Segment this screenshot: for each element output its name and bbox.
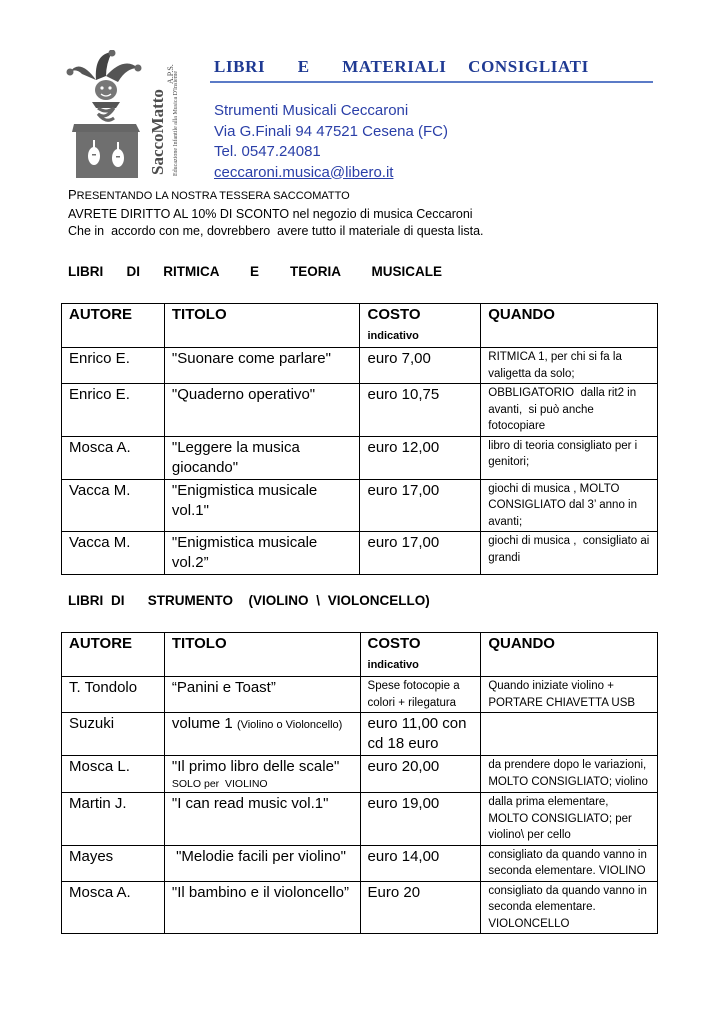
cell-titolo-note: (Violino o Violoncello): [236, 719, 343, 731]
header-costo-label: COSTO: [367, 306, 421, 323]
intro-line-2: AVRETE DIRITTO AL 10% DI SCONTO nel negozio di musica Ceccaroni: [68, 206, 473, 221]
org-name: SaccoMatto: [148, 89, 167, 175]
header-titolo: TITOLO: [164, 633, 360, 677]
intro-line-1: [68, 186, 484, 206]
cell-titolo: "Il bambino e il violoncello”: [164, 881, 360, 934]
cell-titolo: "Leggere la musica giocando": [164, 436, 360, 479]
table-row: [62, 479, 658, 532]
cell-autore: Vacca M.: [62, 532, 165, 575]
cell-quando: consigliato da quando vanno in seconda elementare. VIOLONCELLO: [481, 881, 658, 934]
header-costo: [360, 304, 481, 348]
page-title: LIBRI E MATERIALI CONSIGLIATI: [214, 57, 589, 76]
cell-costo: euro 11,00 con cd 18 euro: [360, 713, 481, 756]
cell-titolo-main: "Il primo libro delle scale": [171, 758, 340, 775]
table-row: [62, 793, 658, 846]
table-row: [62, 756, 658, 793]
cell-quando: giochi di musica , consigliato ai grandi: [481, 532, 658, 575]
header-autore: AUTORE: [62, 304, 165, 348]
cell-titolo: "Melodie facili per violino": [164, 845, 360, 881]
cell-titolo: “Panini e Toast”: [164, 677, 360, 713]
cell-costo: euro 10,75: [360, 384, 481, 437]
section-ritmica-title: LIBRI DI RITMICA E TEORIA MUSICALE: [68, 264, 443, 279]
cell-autore: Enrico E.: [62, 348, 165, 384]
cell-titolo-main: volume 1: [171, 715, 233, 732]
header-titolo: TITOLO: [164, 304, 360, 348]
org-subtitle: Educazione Infantile alla Musica D'Insieme: [173, 70, 179, 176]
table-row: [62, 881, 658, 934]
header-quando: QUANDO: [481, 633, 658, 677]
header-costo-note: indicativo: [367, 330, 419, 342]
cell-autore: T. Tondolo: [62, 677, 165, 713]
cell-titolo: [164, 713, 360, 756]
cell-autore: Martin J.: [62, 793, 165, 846]
intro-line-3: Che in accordo con me, dovrebbero avere tutto il materiale di questa lista.: [68, 224, 484, 238]
cell-quando: libro di teoria consigliato per i genitori;: [481, 436, 658, 479]
cell-quando: Quando iniziate violino + PORTARE CHIAVETTA USB: [481, 677, 658, 713]
strumento-table: [61, 632, 658, 934]
cell-quando: RITMICA 1, per chi si fa la valigetta da solo;: [481, 348, 658, 384]
intro-line-1-rest: RESENTANDO LA NOSTRA TESSERA SACCOMATTO: [76, 190, 350, 202]
cell-quando: da prendere dopo le variazioni, MOLTO CONSIGLIATO; violino: [481, 756, 658, 793]
table-row: [62, 713, 658, 756]
table-header-row: [62, 633, 658, 677]
cell-costo: Spese fotocopie a colori + rilegatura: [360, 677, 481, 713]
cell-costo: euro 17,00: [360, 532, 481, 575]
cell-autore: Mosca A.: [62, 881, 165, 934]
cell-autore: Suzuki: [62, 713, 165, 756]
cell-autore: Mosca A.: [62, 436, 165, 479]
table-row: [62, 677, 658, 713]
shop-email-link[interactable]: ceccaroni.musica@libero.it: [214, 163, 394, 181]
shop-contact-block: [214, 101, 448, 183]
cell-costo: euro 19,00: [360, 793, 481, 846]
header-costo-label: COSTO: [367, 635, 421, 652]
shop-name: Strumenti Musicali Ceccaroni: [214, 102, 409, 119]
cell-titolo: [164, 756, 360, 793]
org-aps: A.P.S.: [166, 64, 175, 84]
cell-quando: dalla prima elementare, MOLTO CONSIGLIATO; per violino\ per cello: [481, 793, 658, 846]
cell-titolo: "Enigmistica musicale vol.2”: [164, 532, 360, 575]
cell-costo: euro 17,00: [360, 479, 481, 532]
cell-costo: euro 14,00: [360, 845, 481, 881]
cell-autore: Mosca L.: [62, 756, 165, 793]
cell-quando: [481, 713, 658, 756]
cell-titolo: "Suonare come parlare": [164, 348, 360, 384]
table-row: [62, 845, 658, 881]
ritmica-table: [61, 303, 658, 575]
cell-costo: euro 20,00: [360, 756, 481, 793]
cell-autore: Enrico E.: [62, 384, 165, 437]
title-divider: [210, 81, 653, 83]
cell-costo: Euro 20: [360, 881, 481, 934]
intro-line-1-initial: P: [68, 187, 77, 202]
header-costo: [360, 633, 481, 677]
table-row: [62, 532, 658, 575]
table-row: [62, 384, 658, 437]
cell-costo: euro 12,00: [360, 436, 481, 479]
header-costo-note: indicativo: [367, 659, 419, 671]
cell-costo: euro 7,00: [360, 348, 481, 384]
header-autore: AUTORE: [62, 633, 165, 677]
cell-quando: giochi di musica , MOLTO CONSIGLIATO dal 3’ anno in avanti;: [481, 479, 658, 532]
table-row: [62, 348, 658, 384]
shop-address: Via G.Finali 94 47521 Cesena (FC): [214, 122, 449, 140]
table-row: [62, 436, 658, 479]
cell-titolo: "I can read music vol.1": [164, 793, 360, 846]
intro-text: [68, 186, 484, 241]
cell-titolo-note: SOLO per VIOLINO: [171, 778, 268, 790]
cell-autore: Vacca M.: [62, 479, 165, 532]
cell-titolo: "Quaderno operativo": [164, 384, 360, 437]
section-strumento-title: LIBRI DI STRUMENTO (VIOLINO \ VIOLONCELLO): [68, 593, 430, 608]
cell-quando: consigliato da quando vanno in seconda elementare. VIOLINO: [481, 845, 658, 881]
cell-quando: OBBLIGATORIO dalla rit2 in avanti, si può anche fotocopiare: [481, 384, 658, 437]
cell-titolo: "Enigmistica musicale vol.1": [164, 479, 360, 532]
header-quando: QUANDO: [481, 304, 658, 348]
shop-phone: Tel. 0547.24081: [214, 143, 321, 160]
table-header-row: [62, 304, 658, 348]
cell-autore: Mayes: [62, 845, 165, 881]
